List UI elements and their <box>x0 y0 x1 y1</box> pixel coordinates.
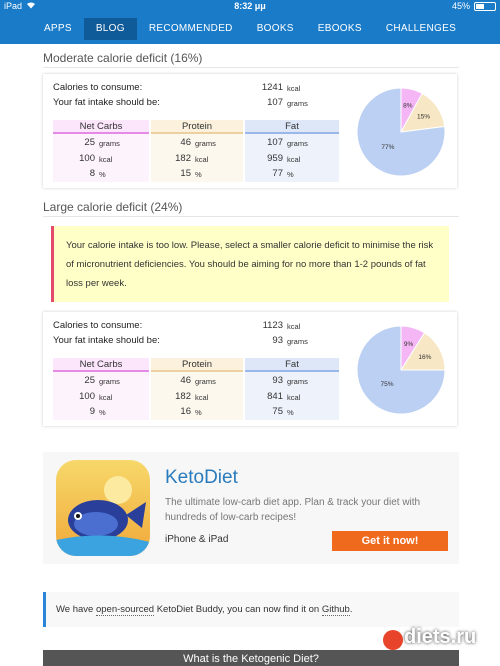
protein-header: Protein <box>151 120 243 134</box>
divider <box>43 67 459 68</box>
note-text: KetoDiet Buddy, you can now find it on <box>154 604 322 615</box>
open-source-note <box>43 592 459 627</box>
fat-kcal: 841 <box>267 391 283 402</box>
low-calorie-warning: Your calorie intake is too low. Please, select a smaller calorie deficit to minimise the risk of micronutrient deficiencies. You should be aiming for no more than 1-2 pounds of fat loss per week. <box>51 226 449 302</box>
protein-slice-label: 15% <box>417 113 431 121</box>
fat-intake-unit: grams <box>287 337 308 346</box>
macro-pie-chart <box>355 82 449 182</box>
grams-unit: grams <box>287 377 308 386</box>
carbs-grams: 25 <box>84 375 95 386</box>
protein-grams: 46 <box>180 137 191 148</box>
moderate-result-card <box>43 74 457 188</box>
protein-kcal: 182 <box>175 391 191 402</box>
fat-intake-unit: grams <box>287 99 308 108</box>
battery-percent: 45% <box>451 1 470 11</box>
protein-slice-label: 16% <box>418 353 432 361</box>
percent-unit: % <box>287 170 294 179</box>
large-result-card <box>43 312 457 426</box>
ad-devices: iPhone & iPad <box>165 534 229 545</box>
protein-percent: 16 <box>180 406 191 417</box>
macro-pie-chart <box>355 320 449 420</box>
kcal-unit: kcal <box>99 393 113 402</box>
percent-unit: % <box>195 408 202 417</box>
fat-header: Fat <box>245 120 339 134</box>
fat-header: Fat <box>245 358 339 372</box>
battery-icon <box>474 2 496 11</box>
nav-books[interactable]: BOOKS <box>256 23 294 34</box>
ketodiet-app-banner[interactable] <box>43 452 459 564</box>
clock: 8:32 μμ <box>234 1 266 11</box>
ad-title: KetoDiet <box>165 467 238 488</box>
open-sourced-link[interactable]: open-sourced <box>95 604 155 615</box>
carbs-slice-label: 9% <box>403 340 414 348</box>
fat-intake-value: 107 <box>267 97 283 108</box>
top-nav <box>0 14 500 44</box>
carbs-percent: 9 <box>89 406 95 417</box>
calories-value: 1123 <box>262 320 283 331</box>
protein-percent: 15 <box>180 168 191 179</box>
kcal-unit: kcal <box>195 155 209 164</box>
carbs-header: Net Carbs <box>53 120 149 134</box>
percent-unit: % <box>287 408 294 417</box>
moderate-deficit-title: Moderate calorie deficit (16%) <box>43 51 203 65</box>
protein-header: Protein <box>151 358 243 372</box>
calories-value: 1241 <box>261 82 283 93</box>
status-bar <box>0 0 500 14</box>
nav-apps[interactable]: APPS <box>43 23 72 34</box>
carbs-header: Net Carbs <box>53 358 149 372</box>
grams-unit: grams <box>195 377 216 386</box>
calories-label: Calories to consume: <box>53 82 143 93</box>
ketodiet-app-icon <box>56 460 150 556</box>
nav-challenges[interactable]: CHALLENGES <box>385 23 457 34</box>
grams-unit: grams <box>195 139 216 148</box>
grams-unit: grams <box>99 377 120 386</box>
device-name: iPad <box>4 1 23 11</box>
fat-intake-label: Your fat intake should be: <box>53 335 160 346</box>
note-text: We have <box>56 604 96 615</box>
calories-unit: kcal <box>287 322 301 331</box>
github-link[interactable]: Github <box>321 604 350 615</box>
watermark: diets.ru <box>404 626 477 648</box>
fat-kcal: 959 <box>267 153 283 164</box>
percent-unit: % <box>99 408 106 417</box>
carbs-kcal: 100 <box>79 391 95 402</box>
ad-subtitle: The ultimate low-carb diet app. Plan & track your diet with hundreds of low-carb recipes! <box>165 497 421 523</box>
kcal-unit: kcal <box>99 155 113 164</box>
fat-slice-label: 77% <box>381 143 395 151</box>
nav-ebooks[interactable]: EBOOKS <box>317 23 362 34</box>
kcal-unit: kcal <box>287 155 301 164</box>
calories-label: Calories to consume: <box>53 320 143 331</box>
calories-unit: kcal <box>287 84 301 93</box>
carbs-grams: 25 <box>84 137 95 148</box>
fat-intake-value: 93 <box>272 335 283 346</box>
divider <box>43 216 459 217</box>
fat-grams: 93 <box>272 375 283 386</box>
fat-intake-label: Your fat intake should be: <box>53 97 160 108</box>
carbs-slice-label: 8% <box>403 102 413 110</box>
nav-recommended[interactable]: RECOMMENDED <box>148 23 233 34</box>
percent-unit: % <box>99 170 106 179</box>
carbs-percent: 8 <box>89 168 95 179</box>
grams-unit: grams <box>99 139 120 148</box>
fat-grams: 107 <box>267 137 283 148</box>
fat-slice-label: 75% <box>380 381 394 389</box>
grams-unit: grams <box>287 139 308 148</box>
note-text: . <box>349 604 353 615</box>
fat-percent: 75 <box>272 406 283 417</box>
get-it-now-button[interactable]: Get it now! <box>332 531 448 551</box>
carbs-kcal: 100 <box>79 153 95 164</box>
protein-kcal: 182 <box>175 153 191 164</box>
kcal-unit: kcal <box>195 393 209 402</box>
protein-grams: 46 <box>180 375 191 386</box>
fat-percent: 77 <box>272 168 283 179</box>
kcal-unit: kcal <box>287 393 301 402</box>
large-deficit-title: Large calorie deficit (24%) <box>43 200 183 214</box>
nav-blog[interactable]: BLOG <box>84 18 137 40</box>
percent-unit: % <box>195 170 202 179</box>
apple-logo-icon <box>383 630 403 650</box>
ketogenic-diet-heading[interactable]: What is the Ketogenic Diet? <box>43 650 459 666</box>
